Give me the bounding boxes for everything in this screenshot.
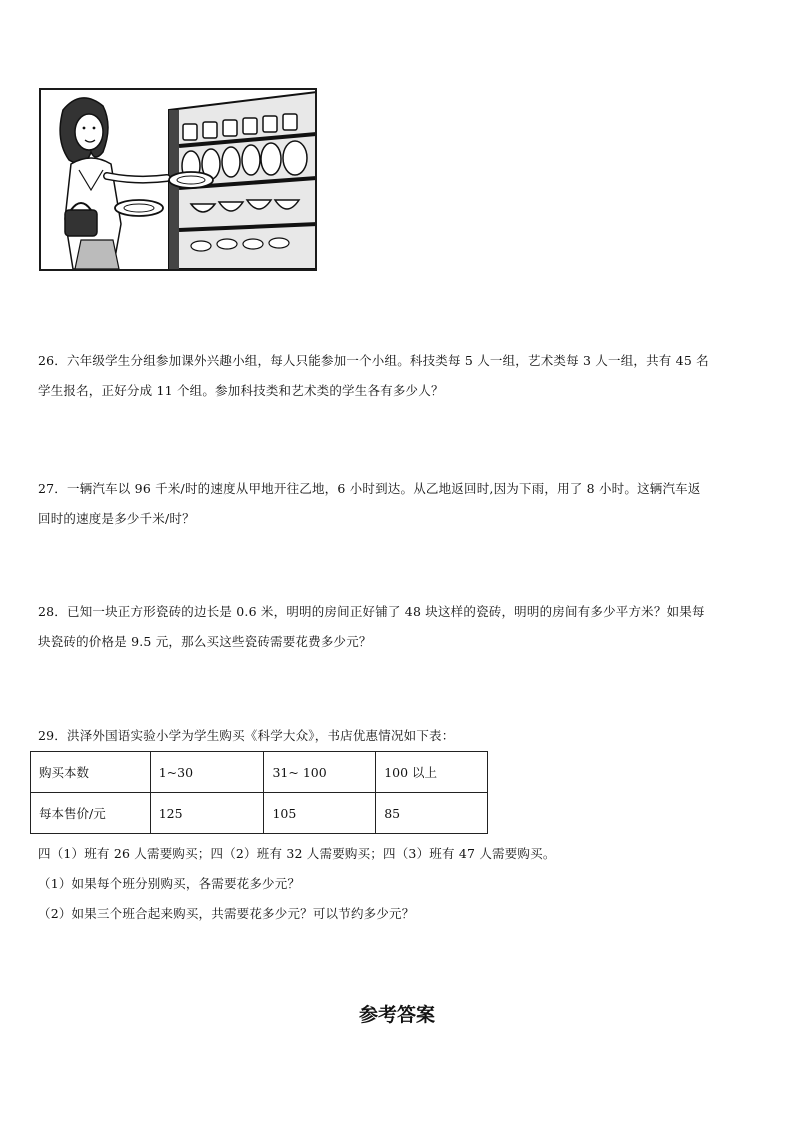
question-28-line-2: 块瓷砖的价格是 9.5 元，那么买这些瓷砖需要花费多少元？ bbox=[38, 634, 372, 649]
table-cell: 105 bbox=[264, 793, 376, 834]
question-26-line-2: 学生报名，正好分成 11 个组。参加科技类和艺术类的学生各有多少人？ bbox=[38, 383, 444, 398]
question-26 bbox=[38, 346, 760, 406]
table-cell: 85 bbox=[376, 793, 488, 834]
price-table bbox=[30, 751, 488, 834]
question-28 bbox=[38, 597, 760, 657]
question-28-line-1: 28．已知一块正方形瓷砖的边长是 0.6 米，明明的房间正好铺了 48 块这样的瓷砖，明明的房间有多少平方米？如果每 bbox=[38, 604, 705, 619]
question-29-intro bbox=[38, 721, 760, 751]
answer-section-title: 参考答案 bbox=[358, 1004, 435, 1026]
question-27-line-1: 27．一辆汽车以 96 千米/时的速度从甲地开往乙地，6 小时到达。从乙地返回时,因为下雨，用了 8 小时。这辆汽车返 bbox=[38, 481, 701, 496]
question-29-intro-text: 29．洪泽外国语实验小学为学生购买《科学大众》，书店优惠情况如下表： bbox=[38, 728, 455, 743]
question-29-body bbox=[38, 839, 760, 929]
question-26-line-1: 26．六年级学生分组参加课外兴趣小组，每人只能参加一个小组。科技类每 5 人一组，艺术类每 3 人一组，共有 45 名 bbox=[38, 353, 709, 368]
table-cell: 购买本数 bbox=[31, 752, 151, 793]
table-cell: 每本售价/元 bbox=[31, 793, 151, 834]
woman-with-plates-icon bbox=[41, 90, 315, 269]
table-row bbox=[31, 752, 488, 793]
question-29-line-3: （2）如果三个班合起来购买，共需要花多少元？可以节约多少元？ bbox=[38, 906, 415, 921]
question-29-line-1: 四（1）班有 26 人需要购买；四（2）班有 32 人需要购买；四（3）班有 47 人需要购买。 bbox=[38, 846, 556, 861]
table-cell: 1~30 bbox=[150, 752, 264, 793]
illustration-woman-with-plates bbox=[39, 88, 317, 271]
question-27 bbox=[38, 474, 760, 534]
question-29-line-2: （1）如果每个班分别购买，各需要花多少元？ bbox=[38, 876, 301, 891]
table-cell: 100 以上 bbox=[376, 752, 488, 793]
question-27-line-2: 回时的速度是多少千米/时？ bbox=[38, 511, 195, 526]
table-row bbox=[31, 793, 488, 834]
table-cell: 125 bbox=[150, 793, 264, 834]
table-cell: 31~ 100 bbox=[264, 752, 376, 793]
